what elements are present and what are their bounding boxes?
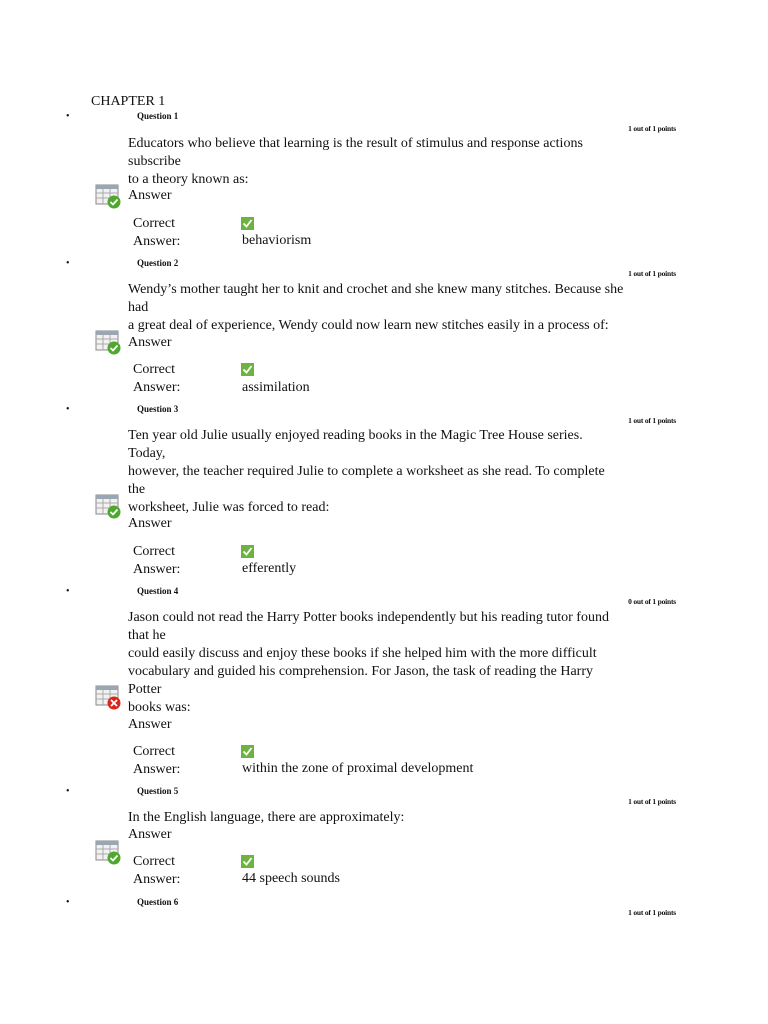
question-text: Wendy’s mother taught her to knit and crochet and she knew many stitches. Because she had a great deal of experience, Wendy could now learn new stitches easily in a process of:: [128, 282, 624, 333]
list-bullet: •: [66, 258, 70, 269]
checkmark-icon: [241, 855, 254, 868]
points-text: 1 out of 1 points: [628, 124, 676, 133]
question-text: Educators who believe that learning is the result of stimulus and response actions subscribe to a theory known as:: [128, 136, 583, 187]
correct-status-icon: [95, 184, 122, 209]
correct-status-icon: [95, 840, 122, 865]
points-text: 0 out of 1 points: [628, 597, 676, 606]
list-bullet: •: [66, 111, 70, 122]
list-bullet: •: [66, 786, 70, 797]
question-label: Question 2: [137, 258, 179, 268]
incorrect-status-icon: [95, 685, 122, 710]
points-text: 1 out of 1 points: [628, 797, 676, 806]
question-label: Question 1: [137, 111, 179, 121]
list-bullet: •: [66, 586, 70, 597]
points-text: 1 out of 1 points: [628, 908, 676, 917]
question-label: Question 4: [137, 586, 179, 596]
question-label: Question 5: [137, 786, 179, 796]
correct-answer-value: 44 speech sounds: [242, 871, 340, 886]
answer-label: Answer: [128, 717, 172, 732]
correct-answer-label: Correct Answer:: [133, 744, 181, 777]
question-label: Question 3: [137, 404, 179, 414]
answer-label: Answer: [128, 188, 172, 203]
checkmark-icon: [241, 363, 254, 376]
question-text: Ten year old Julie usually enjoyed reading books in the Magic Tree House series. Today, however, the teacher required Julie to complete a worksheet as she read. To complete the worksheet, Julie was forced to read:: [128, 428, 605, 515]
correct-status-icon: [95, 330, 122, 355]
answer-label: Answer: [128, 827, 172, 842]
answer-label: Answer: [128, 516, 172, 531]
correct-answer-label: Correct Answer:: [133, 854, 181, 887]
question-label: Question 6: [137, 897, 179, 907]
checkmark-icon: [241, 217, 254, 230]
answer-label: Answer: [128, 335, 172, 350]
correct-answer-value: behaviorism: [242, 233, 312, 248]
list-bullet: •: [66, 404, 70, 415]
list-bullet: •: [66, 897, 70, 908]
question-text: In the English language, there are approximately:: [128, 810, 405, 825]
correct-answer-value: efferently: [242, 561, 297, 576]
correct-answer-label: Correct Answer:: [133, 362, 181, 395]
correct-answer-value: assimilation: [242, 380, 310, 395]
points-text: 1 out of 1 points: [628, 416, 676, 425]
correct-answer-label: Correct Answer:: [133, 216, 181, 249]
correct-status-icon: [95, 494, 122, 519]
checkmark-icon: [241, 545, 254, 558]
correct-answer-label: Correct Answer:: [133, 544, 181, 577]
points-text: 1 out of 1 points: [628, 269, 676, 278]
question-text: Jason could not read the Harry Potter books independently but his reading tutor found that he could easily discuss and enjoy these books if she helped him with the more difficult vocabulary and guided his comprehension. For Jason, the task of reading the Harry Potter books was:: [128, 610, 609, 715]
checkmark-icon: [241, 745, 254, 758]
correct-answer-value: within the zone of proximal development: [242, 761, 474, 776]
chapter-title: CHAPTER 1: [91, 94, 166, 109]
